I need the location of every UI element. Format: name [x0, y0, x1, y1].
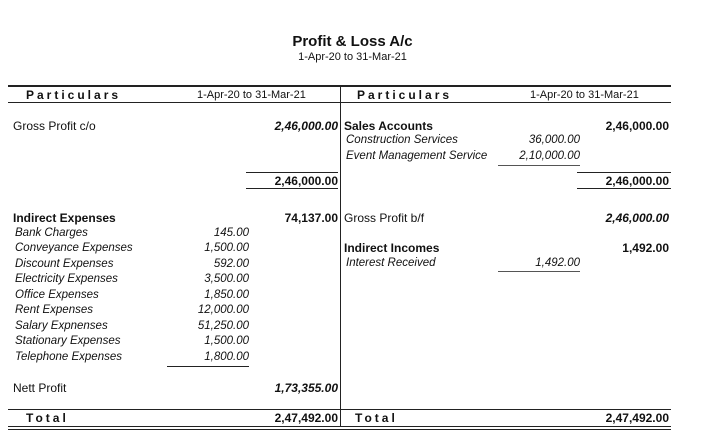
expense-item-amount: 1,800.00	[204, 351, 249, 363]
gross-profit-bf-label: Gross Profit b/f	[344, 211, 425, 225]
gross-profit-co-amount: 2,46,000.00	[274, 119, 338, 133]
sales-item-label: Event Management Service	[346, 150, 488, 162]
sales-item-amount: 2,10,000.00	[519, 150, 580, 162]
sales-accounts-label: Sales Accounts	[344, 119, 433, 133]
indirect-expenses-label: Indirect Expenses	[13, 211, 116, 225]
right-period-header: 1-Apr-20 to 31-Mar-21	[530, 89, 639, 101]
nett-profit-label: Nett Profit	[13, 381, 67, 395]
nett-profit-amount: 1,73,355.00	[274, 381, 338, 395]
incomes-subcolumn-rule	[498, 271, 580, 272]
right-subtotal-bottom-rule	[577, 188, 671, 189]
total-top-rule	[8, 409, 671, 410]
expense-item-label: Telephone Expenses	[15, 351, 122, 363]
sales-item-amount: 36,000.00	[528, 134, 580, 146]
expense-item-amount: 1,500.00	[204, 335, 249, 347]
expense-item-amount: 145.00	[213, 227, 249, 239]
right-total-amount: 2,47,492.00	[605, 411, 669, 425]
right-subtotal-amount: 2,46,000.00	[605, 174, 669, 188]
sales-accounts-amount: 2,46,000.00	[605, 119, 669, 133]
right-total-label: Total	[355, 411, 398, 425]
left-subtotal-bottom-rule	[246, 188, 338, 189]
indirect-incomes-amount: 1,492.00	[622, 241, 669, 255]
expense-item-amount: 1,500.00	[204, 242, 249, 254]
expense-item-label: Rent Expenses	[15, 304, 93, 316]
left-period-header: 1-Apr-20 to 31-Mar-21	[197, 89, 306, 101]
left-total-amount: 2,47,492.00	[274, 411, 338, 425]
sales-subcolumn-rule	[498, 165, 580, 166]
income-item-label: Interest Received	[346, 257, 436, 269]
column-divider	[340, 86, 341, 427]
report-title: Profit & Loss A/c	[292, 33, 413, 50]
right-particulars-header: Particulars	[357, 88, 453, 102]
total-bottom-rule-2	[8, 429, 671, 430]
left-particulars-header: Particulars	[26, 88, 122, 102]
expenses-subcolumn-rule	[167, 366, 249, 367]
expense-item-label: Discount Expenses	[15, 258, 114, 270]
expense-item-label: Electricity Expenses	[15, 273, 118, 285]
expense-item-label: Office Expenses	[15, 289, 99, 301]
expense-item-amount: 51,250.00	[197, 320, 249, 332]
gross-profit-bf-amount: 2,46,000.00	[605, 211, 669, 225]
expense-item-label: Conveyance Expenses	[15, 242, 133, 254]
left-subtotal-top-rule	[246, 172, 338, 173]
expense-item-amount: 12,000.00	[197, 304, 249, 316]
right-subtotal-top-rule	[577, 172, 671, 173]
expense-item-amount: 592.00	[213, 258, 249, 270]
indirect-expenses-amount: 74,137.00	[284, 211, 338, 225]
report-period: 1-Apr-20 to 31-Mar-21	[298, 51, 407, 63]
left-total-label: Total	[26, 411, 69, 425]
expense-item-amount: 1,850.00	[204, 289, 249, 301]
expense-item-label: Stationary Expenses	[15, 335, 121, 347]
total-bottom-rule-1	[8, 426, 671, 427]
sales-item-label: Construction Services	[346, 134, 458, 146]
expense-item-amount: 3,500.00	[204, 273, 249, 285]
indirect-incomes-label: Indirect Incomes	[344, 241, 440, 255]
expense-item-label: Bank Charges	[15, 227, 88, 239]
left-subtotal-amount: 2,46,000.00	[274, 174, 338, 188]
income-item-amount: 1,492.00	[535, 257, 580, 269]
gross-profit-co-label: Gross Profit c/o	[13, 119, 96, 133]
expense-item-label: Salary Expnenses	[15, 320, 108, 332]
